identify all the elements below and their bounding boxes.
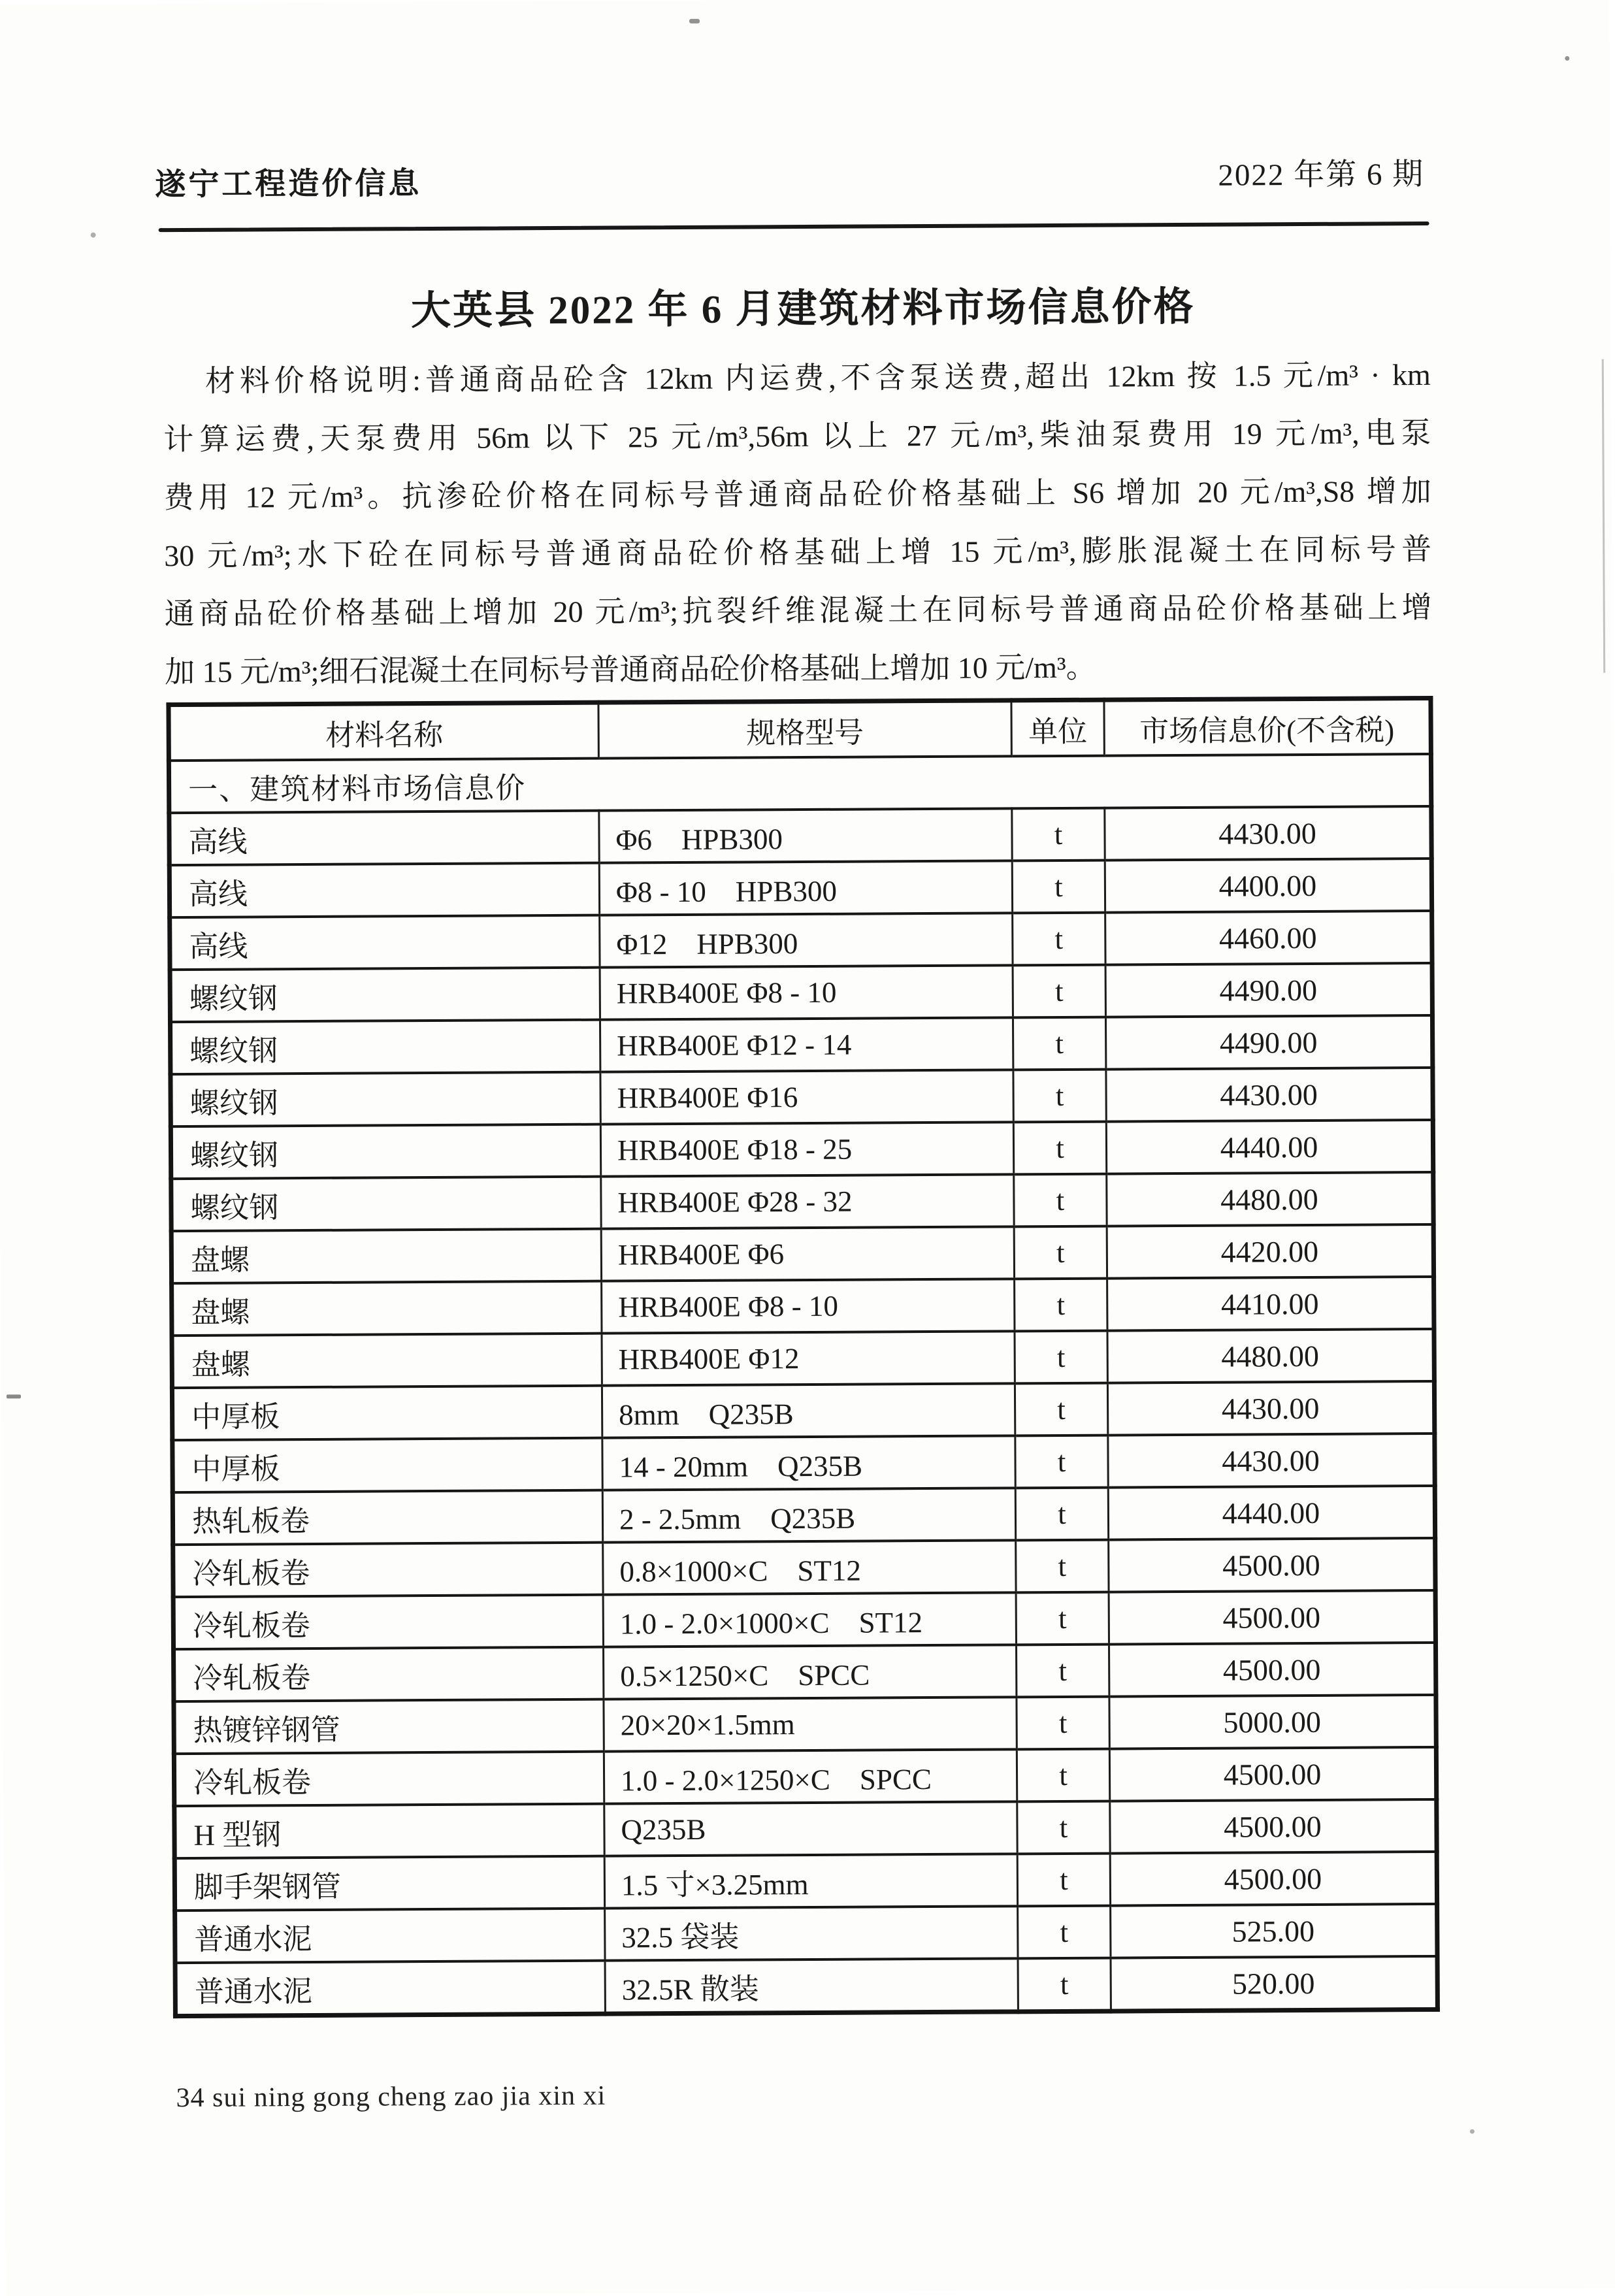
unit-cell: t [1017,1697,1109,1750]
unit-cell: t [1016,1540,1109,1593]
page-footer: 34 sui ning gong cheng zao jia xin xi [176,2080,606,2114]
material-name-cell: 冷轧板卷 [173,1543,603,1597]
unit-cell: t [1018,1906,1111,1959]
spec-cell: HRB400E Φ28 - 32 [601,1174,1014,1228]
spec-cell: HRB400E Φ8 - 10 [600,965,1013,1019]
unit-cell: t [1014,1174,1107,1227]
scan-speck [1470,2129,1475,2134]
table-row [172,1434,1435,1492]
price-notes-paragraph [163,346,1433,701]
table-row [172,1381,1434,1440]
scan-speck [7,1394,21,1398]
spec-cell: 20×20×1.5mm [604,1697,1017,1751]
table-row [174,1852,1437,1911]
spec-cell: 1.5 寸×3.25mm [604,1854,1017,1908]
spec-cell: Φ6 HPB300 [599,808,1012,862]
scan-speck [1565,56,1569,61]
spec-cell: HRB400E Φ16 [600,1070,1013,1124]
material-price-table [166,696,1440,2018]
price-cell: 4430.00 [1105,806,1431,861]
spec-cell: 8mm Q235B [602,1383,1015,1437]
unit-cell: t [1015,1435,1108,1488]
spec-cell: Φ8 - 10 HPB300 [599,861,1012,915]
spec-cell: 1.0 - 2.0×1250×C SPCC [604,1749,1017,1803]
table-row [170,1015,1432,1074]
price-cell: 4430.00 [1107,1381,1434,1435]
table-row [171,1120,1433,1179]
scan-speck [689,19,700,24]
spec-cell: Φ12 HPB300 [600,913,1013,967]
header-divider [159,221,1429,232]
table-row [170,963,1432,1022]
price-cell: 4460.00 [1105,911,1432,965]
table-row [174,1747,1436,1806]
unit-cell: t [1016,1592,1109,1645]
table-row [173,1538,1435,1597]
table-row [169,806,1431,865]
material-name-cell: 高线 [170,915,600,970]
col-header-unit: 单位 [1011,700,1104,756]
table-row [172,1277,1434,1336]
unit-cell: t [1015,1488,1108,1541]
page-title: 大英县 2022 年 6 月建筑材料市场信息价格 [410,285,1196,334]
spec-cell: 1.0 - 2.0×1000×C ST12 [603,1592,1016,1647]
spec-cell: HRB400E Φ12 - 14 [600,1017,1013,1072]
price-cell: 4480.00 [1107,1172,1433,1226]
material-name-cell: 热轧板卷 [172,1490,602,1545]
material-name-cell: H 型钢 [174,1804,604,1858]
unit-cell: t [1017,1801,1110,1854]
price-cell: 4500.00 [1109,1538,1435,1592]
unit-cell: t [1012,808,1105,861]
unit-cell: t [1013,1122,1106,1175]
unit-cell: t [1013,913,1105,966]
price-cell: 4490.00 [1105,1015,1432,1070]
unit-cell: t [1013,965,1105,1018]
material-name-cell: 普通水泥 [175,1961,605,2016]
intro-line: 材料价格说明:普通商品砼含 12km 内运费,不含泵送费,超出 12km 按 1.5 元/m³ · km [204,357,1431,398]
spec-cell: 32.5 袋装 [605,1906,1018,1960]
journal-title: 遂宁工程造价信息 [155,167,422,203]
unit-cell: t [1013,1017,1105,1070]
price-cell: 520.00 [1111,1956,1437,2011]
intro-line: 费用 12 元/m³。抗渗砼价格在同标号普通商品砼价格基础上 S6 增加 20 元/m³,S8 增加 [163,474,1431,515]
material-name-cell: 脚手架钢管 [174,1856,604,1911]
price-cell: 4500.00 [1109,1747,1436,1801]
spec-cell: HRB400E Φ12 [602,1331,1015,1385]
unit-cell: t [1015,1383,1107,1436]
unit-cell: t [1013,1070,1106,1123]
unit-cell: t [1017,1854,1110,1907]
material-name-cell: 螺纹钢 [171,1072,600,1126]
price-cell: 4480.00 [1107,1329,1434,1383]
price-cell: 4440.00 [1106,1120,1433,1174]
table-row [175,1956,1437,2016]
material-name-cell: 螺纹钢 [170,968,600,1022]
spec-cell: Q235B [604,1801,1017,1856]
material-name-cell: 冷轧板卷 [174,1647,604,1701]
spec-cell: 0.8×1000×C ST12 [603,1540,1016,1594]
material-name-cell: 普通水泥 [175,1909,605,1963]
intro-line: 计算运费,天泵费用 56m 以下 25 元/m³,56m 以上 27 元/m³,柴油泵费用 19 元/m³,电泵 [163,416,1431,457]
intro-line: 加 15 元/m³;细石混凝土在同标号普通商品砼价格基础上增加 10 元/m³。 [165,650,1096,689]
material-name-cell: 盘螺 [171,1229,601,1283]
table-row [173,1590,1435,1649]
spec-cell: 0.5×1250×C SPCC [604,1645,1017,1699]
intro-line: 30 元/m³;水下砼在同标号普通商品砼价格基础上增 15 元/m³,膨胀混凝土在同标号普 [164,532,1432,573]
col-header-spec: 规格型号 [598,700,1011,759]
unit-cell: t [1018,1958,1111,2012]
unit-cell: t [1014,1226,1107,1279]
intro-line: 通商品砼价格基础上增加 20 元/m³;抗裂纤维混凝土在同标号普通商品砼价格基础上增 [164,590,1432,631]
unit-cell: t [1015,1331,1107,1384]
material-name-cell: 冷轧板卷 [174,1752,604,1806]
table-row [172,1486,1435,1545]
material-name-cell: 螺纹钢 [170,1020,600,1074]
table-row [171,1224,1433,1283]
unit-cell: t [1017,1749,1109,1802]
unit-cell: t [1017,1645,1109,1697]
material-name-cell: 螺纹钢 [171,1124,600,1179]
material-name-cell: 热镀锌钢管 [174,1699,604,1754]
table-row [171,1172,1433,1231]
spec-cell: 32.5R 散装 [605,1958,1018,2014]
table-row [174,1799,1437,1858]
material-name-cell: 螺纹钢 [171,1177,601,1231]
price-cell: 4500.00 [1109,1643,1435,1697]
table-row [169,859,1431,917]
price-cell: 4430.00 [1108,1434,1435,1488]
table-row [172,1329,1434,1388]
price-cell: 4410.00 [1107,1277,1434,1331]
col-header-material-name: 材料名称 [169,702,598,761]
price-cell: 4500.00 [1109,1590,1435,1645]
price-cell: 4430.00 [1106,1068,1433,1122]
scan-streak [1602,359,1606,673]
section-title: 一、建筑材料市场信息价 [169,754,1431,813]
spec-cell: HRB400E Φ6 [601,1226,1014,1281]
material-name-cell: 盘螺 [172,1334,602,1388]
section-row [169,754,1431,813]
price-cell: 5000.00 [1109,1695,1436,1749]
price-cell: 4490.00 [1105,963,1432,1017]
table-row [171,1068,1433,1126]
table-row [174,1643,1436,1701]
scan-speck [91,233,96,238]
spec-cell: HRB400E Φ8 - 10 [602,1279,1015,1333]
table-row [175,1904,1437,1963]
col-header-price: 市场信息价(不含税) [1104,698,1431,755]
spec-cell: HRB400E Φ18 - 25 [600,1122,1013,1176]
price-cell: 4500.00 [1110,1852,1437,1906]
table-row [170,911,1432,970]
price-cell: 4420.00 [1107,1224,1433,1279]
spec-cell: 2 - 2.5mm Q235B [602,1488,1015,1542]
price-cell: 4440.00 [1108,1486,1435,1540]
unit-cell: t [1015,1279,1107,1332]
issue-number: 2022 年第 6 期 [1218,157,1425,193]
spec-cell: 14 - 20mm Q235B [602,1435,1015,1490]
table-row [174,1695,1436,1754]
scan-speck [408,663,412,667]
material-name-cell: 中厚板 [172,1386,602,1440]
price-cell: 4400.00 [1105,859,1431,913]
price-cell: 525.00 [1111,1904,1437,1958]
table-body [169,806,1438,2016]
material-name-cell: 高线 [169,863,599,917]
material-name-cell: 中厚板 [172,1438,602,1492]
price-cell: 4500.00 [1110,1799,1437,1854]
material-name-cell: 冷轧板卷 [173,1595,603,1649]
unit-cell: t [1012,861,1105,913]
table-header-row [169,698,1431,761]
material-name-cell: 盘螺 [172,1281,602,1336]
material-name-cell: 高线 [169,811,599,865]
